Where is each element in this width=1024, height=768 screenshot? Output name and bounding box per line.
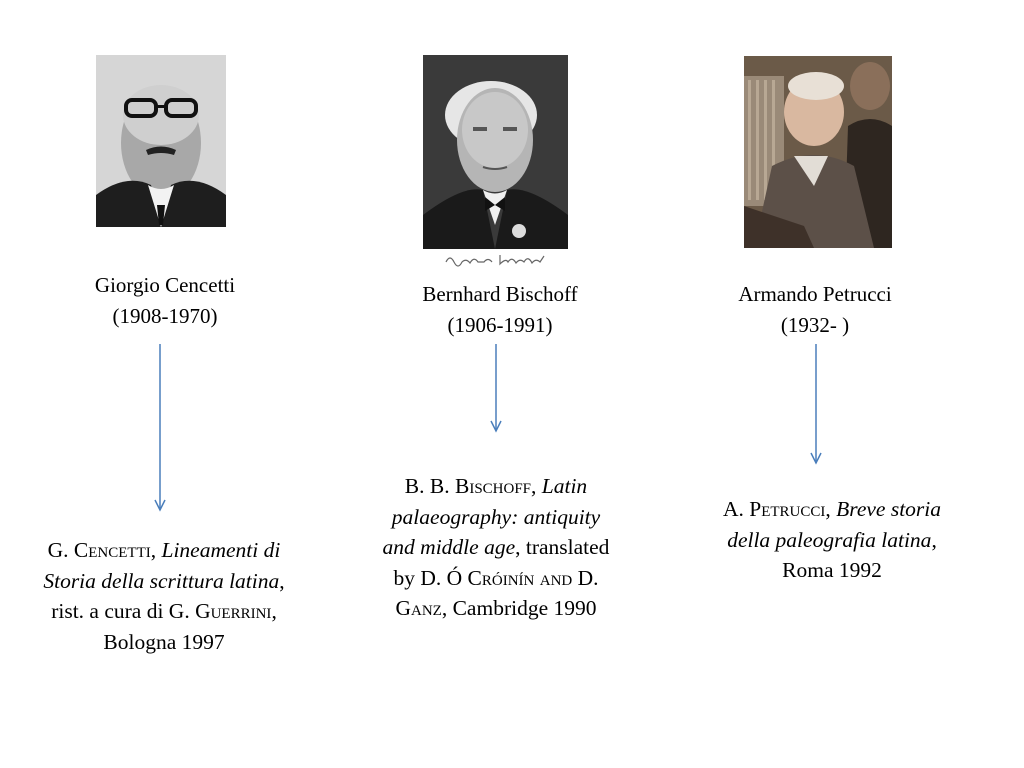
ref-separator: ,: [150, 538, 162, 562]
ref-author-surname: Bischoff: [454, 474, 532, 498]
ref-author-surname: Cencetti: [73, 538, 151, 562]
ref-author-initial: G.: [47, 538, 74, 562]
ref-rest: , translated by D.: [393, 535, 610, 590]
ref-rest: , Roma 1992: [782, 527, 937, 582]
ref-translator-2: Ganz: [395, 596, 442, 620]
ref-rest: , Bologna 1997: [103, 599, 277, 654]
ref-title: Latin palaeography: antiquity and middle age: [382, 474, 601, 559]
cencetti-photo: [96, 55, 226, 227]
signature-bischoff-icon: [444, 252, 546, 268]
ref-author-initial: A.: [722, 497, 750, 521]
bischoff-photo: [423, 55, 568, 249]
ref-rest: , Cambridge 1990: [441, 596, 597, 620]
portrait-photo-cencetti-icon: [96, 55, 226, 227]
reference-petrucci: [722, 494, 942, 586]
ref-rest: D.: [572, 565, 599, 590]
petrucci-photo: [744, 56, 892, 248]
scholar-name-text: Bernhard Bischoff: [422, 282, 578, 306]
ref-editor-surname: Guerrini: [195, 599, 272, 623]
down-arrow-icon: [806, 344, 826, 466]
scholar-name-petrucci: [690, 279, 940, 341]
scholar-dates: (1932- ): [780, 313, 850, 337]
scholar-name-cencetti: [40, 270, 290, 332]
ref-rest: , rist. a cura di G.: [51, 568, 285, 623]
ref-author-initial: B. B.: [404, 474, 455, 498]
scholar-name-text: Giorgio Cencetti: [94, 273, 236, 297]
portrait-photo-bischoff-icon: [423, 55, 568, 249]
scholar-dates: (1906-1991): [447, 313, 553, 337]
down-arrow-icon: [150, 344, 170, 514]
ref-separator: ,: [825, 497, 837, 521]
ref-separator: ,: [531, 474, 542, 498]
ref-title: Lineamenti di Storia della scrittura latina: [43, 538, 281, 593]
portrait-photo-petrucci-icon: [744, 56, 892, 248]
reference-bischoff: [378, 471, 614, 624]
reference-cencetti: [30, 535, 298, 657]
scholar-name-bischoff: [375, 279, 625, 341]
scholar-dates: (1908-1970): [112, 304, 218, 328]
scholar-name-text: Armando Petrucci: [738, 282, 892, 306]
ref-title: Breve storia della paleografia latina: [727, 497, 942, 552]
ref-author-surname: Petrucci: [749, 497, 826, 521]
ref-translator-1: Ó Cróinín and: [446, 565, 573, 590]
down-arrow-icon: [486, 344, 506, 434]
